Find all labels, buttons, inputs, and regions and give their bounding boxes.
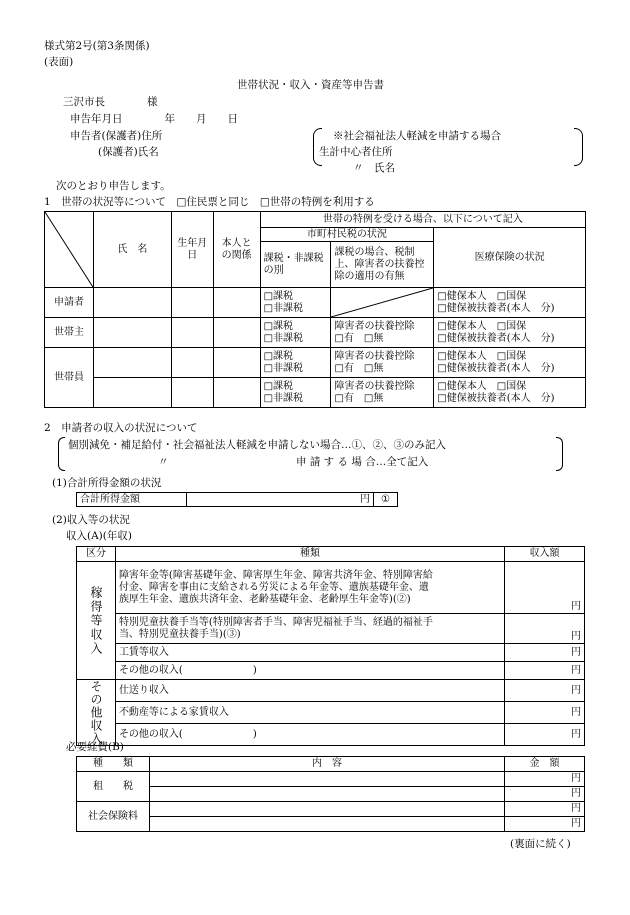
expense-amount[interactable]: 円 [505, 817, 585, 832]
name-cell[interactable] [93, 348, 171, 378]
expense-content[interactable] [149, 787, 504, 802]
section2-heading: 2 申請者の収入の状況について [44, 422, 198, 434]
row-label: 世帯主 [45, 318, 94, 348]
income-kind: 特別児童扶養手当等(特別障害者手当、障害児福祉手当、経過的福祉手 当、特別児童扶養手当)(③) [115, 614, 504, 644]
income-kind: その他の収入( ) [115, 724, 504, 746]
name-cell[interactable] [93, 288, 171, 318]
expense-content[interactable] [149, 772, 504, 787]
other-label: その他収入 [77, 680, 116, 746]
row-label: 申請者 [45, 288, 94, 318]
sub1-heading: (1)合計所得金額の状況 [52, 477, 162, 489]
bracket-right [574, 128, 583, 166]
income-amount[interactable]: 円 [505, 614, 585, 644]
expense-amount[interactable]: 円 [505, 787, 585, 802]
relation-cell[interactable] [213, 318, 260, 348]
col-relation-header: 本人との関係 [213, 212, 260, 288]
expense-heading: 必要経費(B) [66, 741, 124, 753]
name-line: (保護者)氏名 [98, 146, 159, 158]
note-main-name: 〃 氏名 [353, 162, 395, 174]
income-amount[interactable]: 円 [505, 562, 585, 614]
income-amount[interactable]: 円 [505, 702, 585, 724]
page-title: 世帯状況・収入・資産等申告書 [237, 79, 384, 91]
form-number: 様式第2号(第3条関係) [44, 40, 150, 52]
income-amount[interactable]: 円 [505, 662, 585, 680]
income-kind: 工賃等収入 [115, 644, 504, 662]
insurance-cell[interactable]: □健保本人 □国保 □健保被扶養者(本人 分) [434, 288, 586, 318]
income-kind: その他の収入( ) [115, 662, 504, 680]
col-kingaku-header: 金 額 [505, 757, 585, 772]
birth-cell[interactable] [171, 378, 213, 408]
continue-note: (裏面に続く) [510, 838, 571, 850]
expense-amount[interactable]: 円 [505, 802, 585, 817]
tax-status-cell[interactable]: □課税 □非課税 [260, 348, 331, 378]
side-label: (表面) [44, 56, 74, 68]
total-income-table [76, 492, 398, 507]
social-insurance-label: 社会保険料 [77, 802, 150, 832]
date-line: 申告年月日 年 月 日 [70, 113, 238, 125]
diagonal-cell [45, 212, 94, 288]
col-insurance-header: 医療保険の状況 [434, 228, 586, 288]
note-social-welfare: ※社会福祉法人軽減を申請する場合 [333, 130, 501, 142]
deduction-cell[interactable]: 障害者の扶養控除 □有 □無 [331, 348, 434, 378]
row-member [45, 348, 586, 378]
expense-content[interactable] [149, 802, 504, 817]
household-table [44, 211, 586, 408]
col-tax-header: 課税・非課税の別 [260, 242, 331, 288]
declare-line: 次のとおり申告します。 [56, 180, 171, 192]
section1-heading: 1 世帯の状況等について □住民票と同じ □世帯の特例を利用する [44, 196, 375, 208]
col-name-header: 氏 名 [93, 212, 171, 288]
insurance-cell[interactable]: □健保本人 □国保 □健保被扶養者(本人 分) [434, 348, 586, 378]
tax-status-cell[interactable]: □課税 □非課税 [260, 318, 331, 348]
bracket-line-2: 申 請 す る 場 合…全て記入 [296, 456, 429, 468]
income-amount[interactable]: 円 [505, 724, 585, 746]
relation-cell[interactable] [213, 378, 260, 408]
total-income-label: 合計所得金額 [77, 493, 187, 507]
income-kind: 障害年金等(障害基礎年金、障害厚生年金、障害共済年金、特別障害給 付金、障害を事由に支給される労災による年金等、遺族基礎年金、遺 族厚生年金、遺族共済年金、老齢基礎年金、老齢厚生年金等)(②) [115, 562, 504, 614]
special-header: 世帯の特例を受ける場合、以下について記入 [260, 212, 585, 228]
income-kind: 不動産等による家賃収入 [115, 702, 504, 724]
tax-status-cell[interactable]: □課税 □非課税 [260, 378, 331, 408]
address-line: 申告者(保護者)住所 [70, 130, 163, 142]
deduction-cell[interactable]: 障害者の扶養控除 □有 □無 [331, 318, 434, 348]
deduction-cell-na [331, 288, 434, 318]
income-kind: 仕送り収入 [115, 680, 504, 702]
birth-cell[interactable] [171, 288, 213, 318]
income-amount[interactable]: 円 [505, 680, 585, 702]
col-kind-header: 種類 [115, 547, 504, 562]
deduction-cell[interactable]: 障害者の扶養控除 □有 □無 [331, 378, 434, 408]
sub2-heading: (2)収入等の状況 [52, 514, 130, 526]
bracket-line-1: 個別減免・補足給付・社会福祉法人軽減を申請しない場合…①、②、③のみ記入 [68, 439, 446, 451]
income-a-heading: 収入(A)(年収) [66, 530, 132, 542]
relation-cell[interactable] [213, 288, 260, 318]
birth-cell[interactable] [171, 348, 213, 378]
income-amount[interactable]: 円 [505, 644, 585, 662]
row-member [45, 378, 586, 408]
col-kubun-header: 区分 [77, 547, 116, 562]
col-naiyou-header: 内 容 [149, 757, 504, 772]
relation-cell[interactable] [213, 348, 260, 378]
mayor-line: 三沢市長 様 [63, 96, 158, 108]
ditto-mark: 〃 [158, 456, 169, 468]
expense-table [76, 756, 585, 832]
col-amount-header: 収入額 [505, 547, 585, 562]
expense-amount[interactable]: 円 [505, 772, 585, 787]
row-applicant [45, 288, 586, 318]
tax-label: 租 税 [77, 772, 150, 802]
name-cell[interactable] [93, 378, 171, 408]
circle-1: ① [374, 493, 398, 507]
tax-header: 市町村民税の状況 [260, 228, 434, 242]
row-label: 世帯員 [45, 348, 94, 408]
birth-cell[interactable] [171, 318, 213, 348]
note-main-address: 生計中心者住所 [319, 146, 393, 158]
earned-label: 稼得等収入 [77, 562, 116, 680]
name-cell[interactable] [93, 318, 171, 348]
insurance-cell[interactable]: □健保本人 □国保 □健保被扶養者(本人 分) [434, 378, 586, 408]
col-shurui-header: 種 類 [77, 757, 150, 772]
row-head [45, 318, 586, 348]
bracket-right [556, 437, 563, 471]
col-birth-header: 生年月日 [171, 212, 213, 288]
expense-content[interactable] [149, 817, 504, 832]
col-deduction-header: 課税の場合、税制上、障害者の扶養控除の適用の有無 [331, 242, 434, 288]
tax-status-cell[interactable]: □課税 □非課税 [260, 288, 331, 318]
total-income-amount[interactable]: 円 [186, 493, 373, 507]
bracket-left [58, 437, 65, 471]
income-table [76, 546, 585, 746]
insurance-cell[interactable]: □健保本人 □国保 □健保被扶養者(本人 分) [434, 318, 586, 348]
